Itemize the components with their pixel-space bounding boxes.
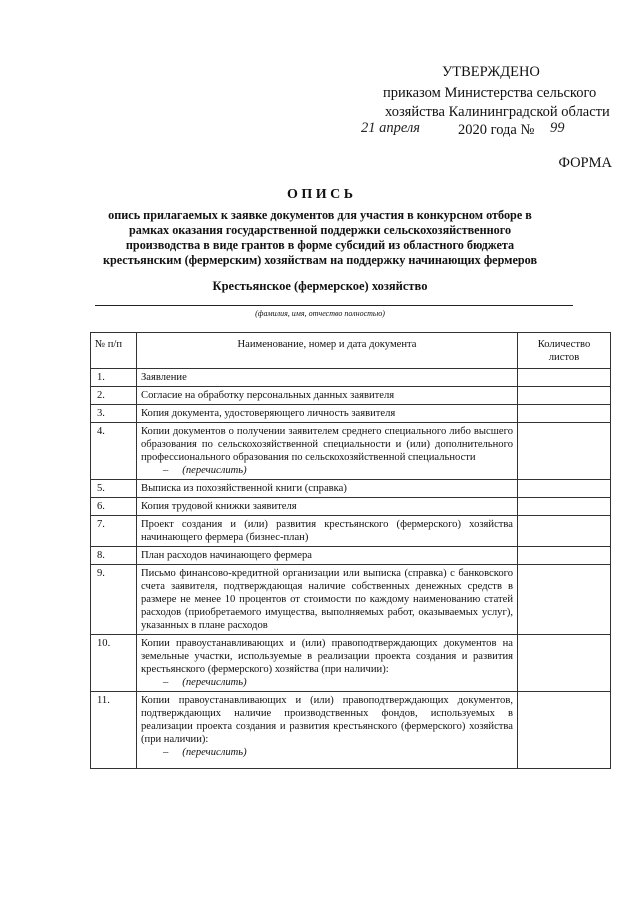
table-row bbox=[91, 498, 611, 516]
row-document: Согласие на обработку персональных данных заявителя bbox=[137, 387, 518, 405]
row-enumerate-hint: – (перечислить) bbox=[163, 677, 247, 688]
row-number: 1. bbox=[91, 369, 137, 387]
table-header-row bbox=[91, 333, 611, 369]
row-document: Письмо финансово-кредитной организации или выписка (справка) с банковского счета заявителя, подтверждающая наличие собственных денежных средств в размере не менее 10 процентов от стоимости по каждому наименованию статей расходов (приобретаемого имущества, выполняемых работ, оказываемых услуг), указанных в плане расходов bbox=[137, 565, 518, 635]
approval-order-line: приказом Министерства сельского bbox=[383, 85, 597, 101]
table-row bbox=[91, 516, 611, 547]
row-sheet-count bbox=[518, 405, 611, 423]
header-document-name: Наименование, номер и дата документа bbox=[137, 333, 518, 369]
row-document: Копия документа, удостоверяющего личность заявителя bbox=[137, 405, 518, 423]
row-document: Выписка из похозяйственной книги (справка) bbox=[137, 480, 518, 498]
row-number: 5. bbox=[91, 480, 137, 498]
row-sheet-count bbox=[518, 635, 611, 692]
farm-name-line bbox=[95, 305, 573, 306]
row-sheet-count bbox=[518, 565, 611, 635]
table-row bbox=[91, 565, 611, 635]
approval-handwritten-date: 21 апреля bbox=[361, 120, 421, 136]
table-row bbox=[91, 423, 611, 480]
fio-hint: (фамилия, имя, отчество полностью) bbox=[255, 309, 385, 318]
row-number: 2. bbox=[91, 387, 137, 405]
row-sheet-count bbox=[518, 423, 611, 480]
row-document bbox=[137, 692, 518, 769]
row-document-text: Копии правоустанавливающих и (или) правоподтверждающих документов, подтверждающих наличие производственных фондов, используемых в реализации проекта создания и развития крестьянского (фермерского) хозяйства (при наличии): bbox=[141, 695, 513, 745]
table-row bbox=[91, 547, 611, 565]
approval-handwritten-number: 99 bbox=[550, 120, 565, 136]
header-sheet-count: Количество листов bbox=[518, 333, 611, 369]
form-label: ФОРМА bbox=[558, 155, 612, 171]
row-document-text: Копии документов о получении заявителем среднего специального либо высшего образования по сельскохозяйственной специальности и (или) дополнительного профессионального образования по сельскохозяйственной специальности bbox=[141, 426, 513, 463]
row-number: 10. bbox=[91, 635, 137, 692]
enumerate-text: (перечислить) bbox=[182, 677, 247, 688]
table-row bbox=[91, 635, 611, 692]
document-title: О П И С Ь bbox=[286, 187, 354, 202]
row-sheet-count bbox=[518, 498, 611, 516]
row-number: 4. bbox=[91, 423, 137, 480]
row-sheet-count bbox=[518, 547, 611, 565]
row-number: 7. bbox=[91, 516, 137, 547]
row-enumerate-hint: – (перечислить) bbox=[163, 465, 247, 476]
row-number: 8. bbox=[91, 547, 137, 565]
approval-ministry-line: хозяйства Калининградской области bbox=[385, 104, 610, 120]
row-sheet-count bbox=[518, 480, 611, 498]
farm-label: Крестьянское (фермерское) хозяйство bbox=[212, 279, 428, 293]
row-number: 3. bbox=[91, 405, 137, 423]
row-number: 9. bbox=[91, 565, 137, 635]
row-document: План расходов начинающего фермера bbox=[137, 547, 518, 565]
row-document: Копия трудовой книжки заявителя bbox=[137, 498, 518, 516]
table-row bbox=[91, 369, 611, 387]
table-row bbox=[91, 480, 611, 498]
row-document: Проект создания и (или) развития крестьянского (фермерского) хозяйства начинающего фермера (бизнес-план) bbox=[137, 516, 518, 547]
table-row bbox=[91, 405, 611, 423]
row-sheet-count bbox=[518, 369, 611, 387]
row-number: 11. bbox=[91, 692, 137, 769]
enumerate-text: (перечислить) bbox=[182, 465, 247, 476]
table-row bbox=[91, 387, 611, 405]
document-subtitle: опись прилагаемых к заявке документов для участия в конкурсном отборе в рамках оказания государственной поддержки сельскохозяйственного производства в виде грантов в форме субсидий из областного бюджета крестьянским (фермерским) хозяйствам на поддержку начинающих фермеров bbox=[102, 208, 538, 267]
row-sheet-count bbox=[518, 692, 611, 769]
enumerate-text: (перечислить) bbox=[182, 747, 247, 758]
approval-title: УТВЕРЖДЕНО bbox=[442, 64, 540, 80]
approval-year: 2020 года № bbox=[458, 122, 535, 138]
table-row bbox=[91, 692, 611, 769]
row-number: 6. bbox=[91, 498, 137, 516]
row-enumerate-hint: – (перечислить) bbox=[163, 747, 247, 758]
row-document bbox=[137, 423, 518, 480]
row-sheet-count bbox=[518, 387, 611, 405]
row-document-text: Копии правоустанавливающих и (или) правоподтверждающих документов на земельные участки, используемые в реализации проекта создания и развития крестьянского (фермерского) хозяйства (при наличии): bbox=[141, 638, 513, 675]
row-sheet-count bbox=[518, 516, 611, 547]
row-document: Заявление bbox=[137, 369, 518, 387]
documents-table bbox=[90, 332, 611, 769]
header-number: № п/п bbox=[91, 333, 137, 369]
row-document bbox=[137, 635, 518, 692]
